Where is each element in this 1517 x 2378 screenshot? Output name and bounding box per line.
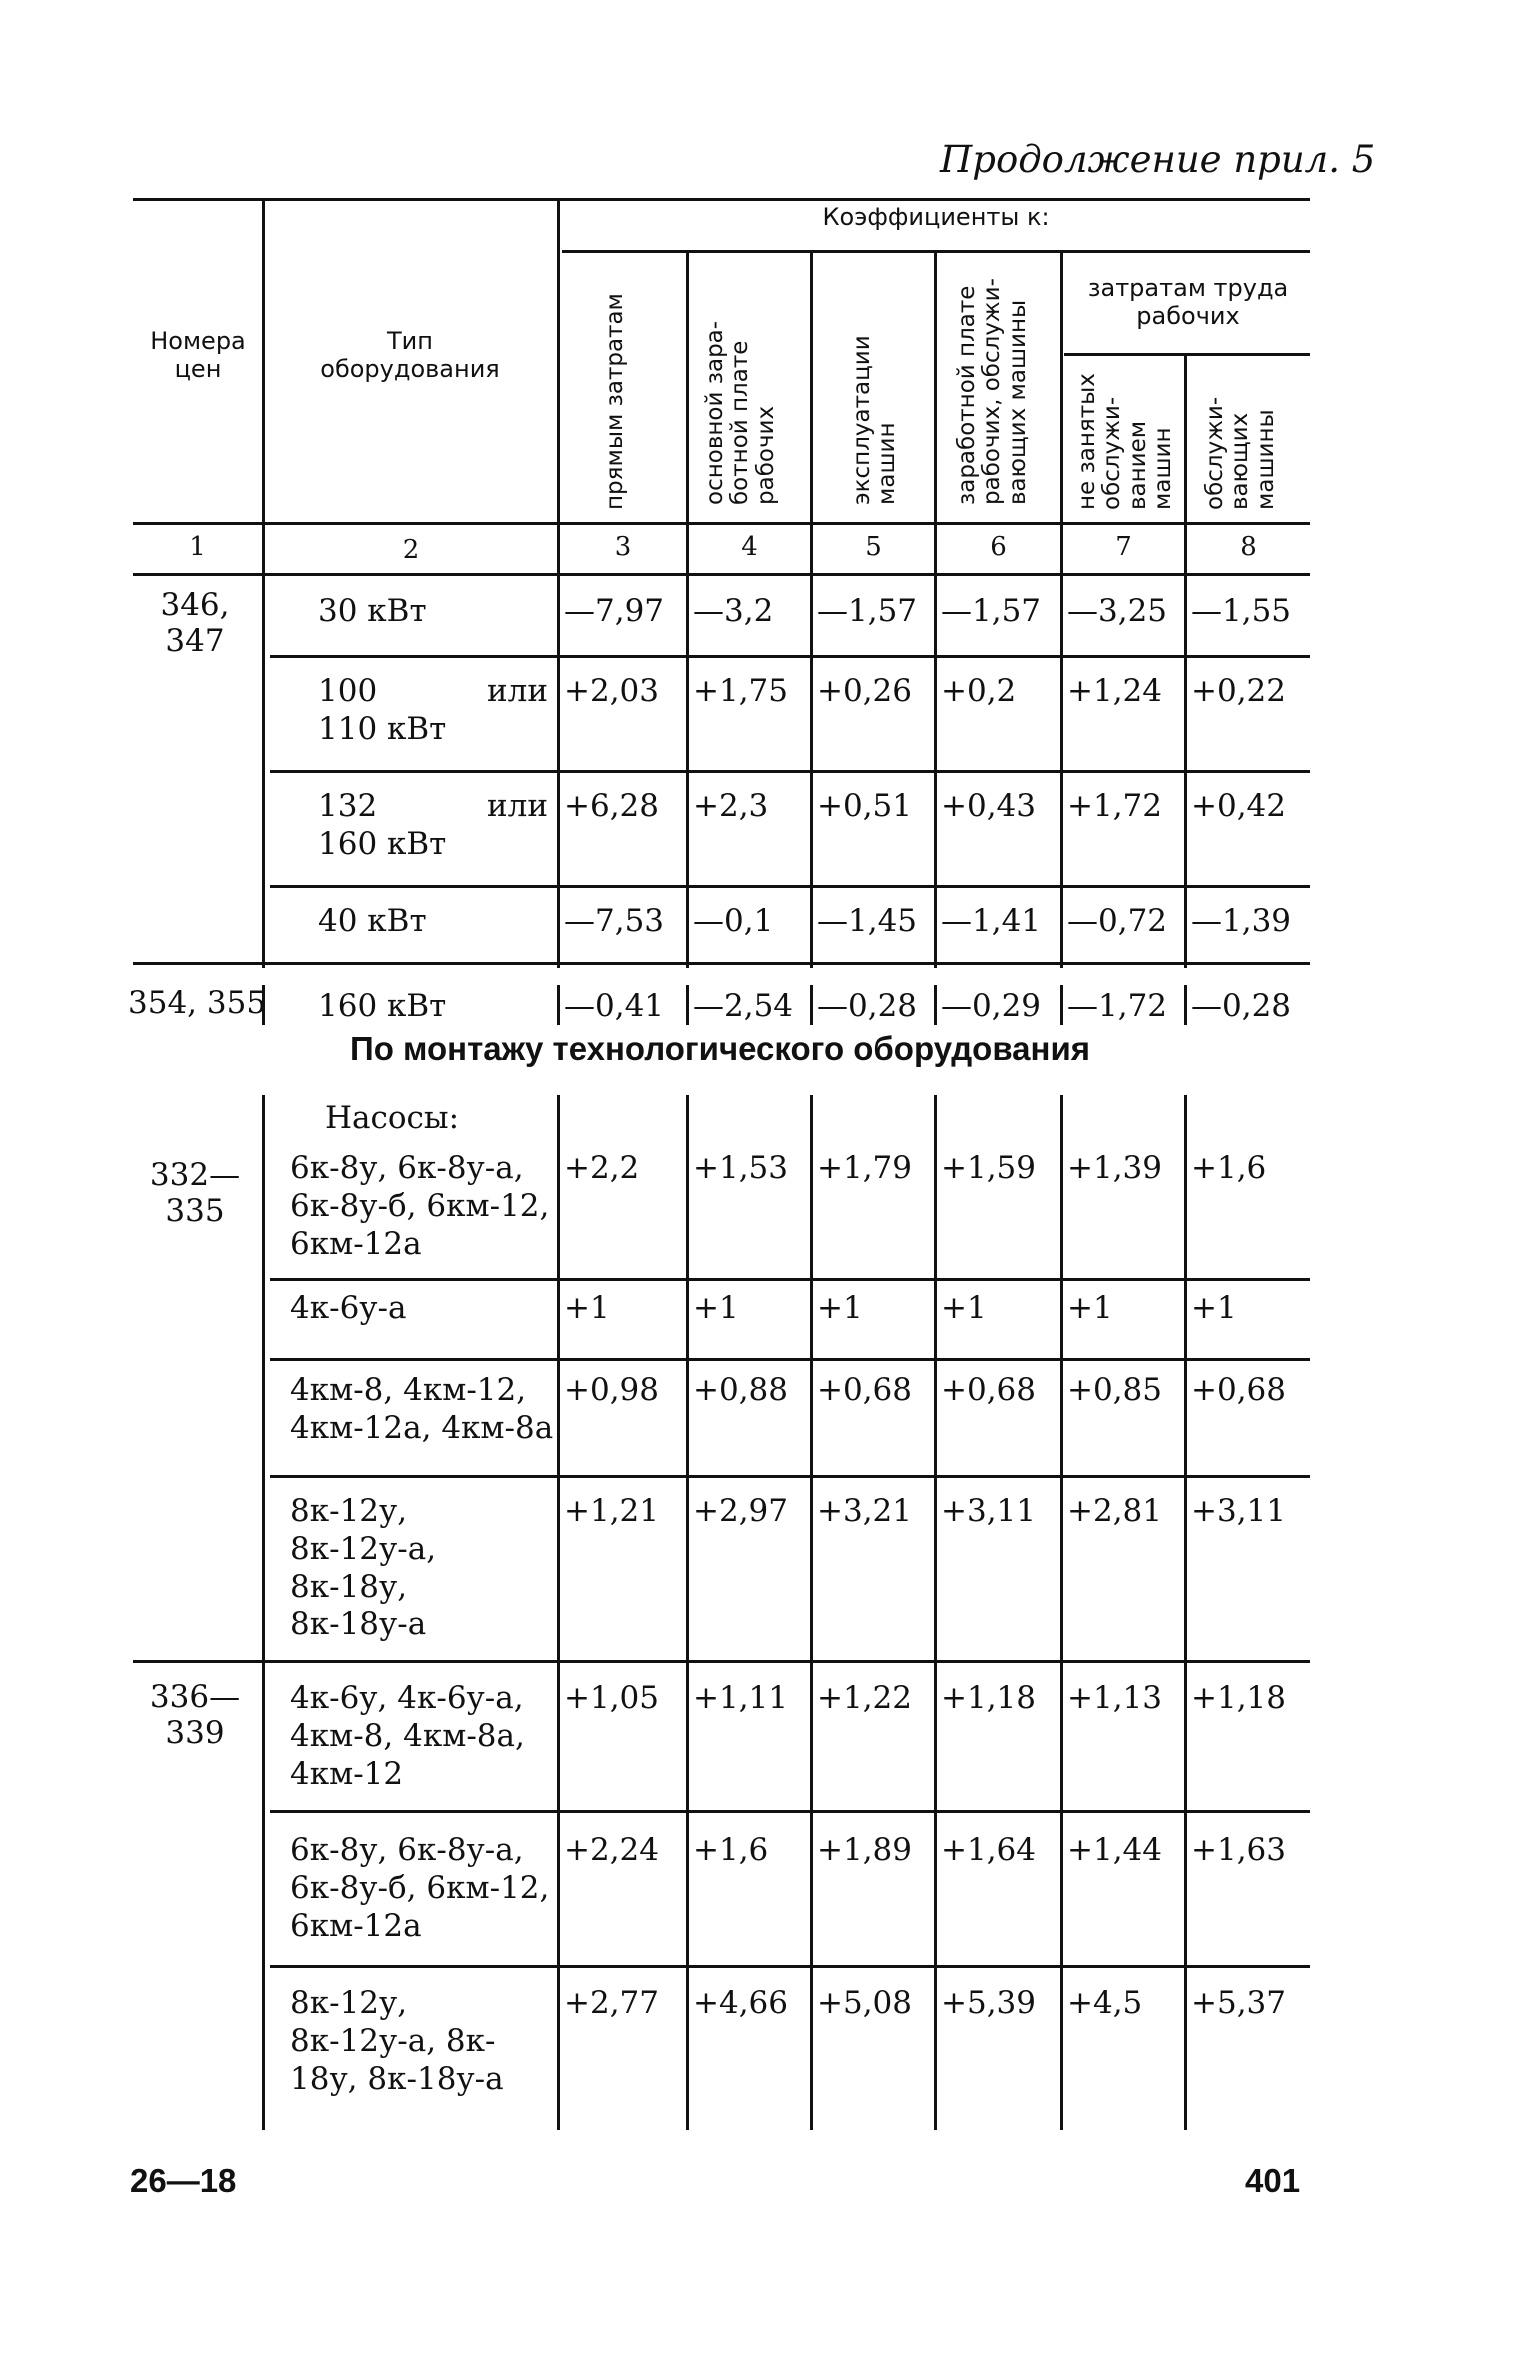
row-rule: [270, 1810, 1310, 1813]
type-line: 6км-12а: [290, 1907, 422, 1944]
coefficient-value: —7,97: [564, 593, 665, 629]
header-bottom-rule: [133, 522, 1310, 525]
type-line: 4км-8, 4км-12,: [290, 1372, 527, 1408]
coefficient-value: +2,03: [564, 673, 659, 709]
equipment-type: [318, 673, 548, 749]
col-rule: [934, 1095, 937, 2130]
row-rule: [270, 1278, 1310, 1281]
coefficient-value: —0,72: [1067, 903, 1168, 939]
column-number: 2: [402, 535, 420, 565]
coefficient-value: +1,24: [1067, 673, 1162, 709]
equipment-type: [290, 1985, 504, 2098]
col-rule: [934, 250, 937, 968]
price-number: [140, 588, 250, 659]
column-number: 5: [865, 532, 882, 562]
coefficient-value: +1,05: [564, 1680, 659, 1716]
coefficient-value: +1: [1191, 1290, 1237, 1326]
type-line: 4км-8, 4км-8а,: [290, 1717, 525, 1754]
col-rule: [557, 985, 560, 1025]
type-line: 6к-8у, 6к-8у-а,: [290, 1150, 524, 1186]
header-machine-operation: эксплуатации машин: [849, 335, 901, 505]
coefficient-value: +1,79: [817, 1150, 912, 1186]
coefficient-value: +0,22: [1191, 673, 1286, 709]
price-number: 354, 355: [128, 985, 267, 1021]
row-rule: [270, 655, 1310, 658]
coefficient-value: —3,2: [693, 593, 774, 629]
coefficient-value: +2,3: [693, 788, 769, 824]
col-rule: [262, 1095, 265, 2130]
price-number: [140, 1680, 250, 1751]
type-line: 8к-12у-а, 8к-: [290, 2022, 496, 2059]
equipment-type: [318, 788, 548, 864]
coefficient-value: —2,54: [693, 988, 794, 1024]
group-rule: [133, 962, 1310, 965]
row-rule: [270, 770, 1310, 773]
price-number: [140, 1158, 250, 1229]
coefficient-value: +1,6: [1191, 1150, 1267, 1186]
coefficient-value: +0,68: [1191, 1372, 1286, 1408]
row-rule: [270, 1965, 1310, 1968]
equipment-type: 160 кВт: [318, 988, 447, 1024]
coefficient-value: +6,28: [564, 788, 659, 824]
type-line: 4к-6у-а: [290, 1290, 407, 1326]
coefficient-value: +2,81: [1067, 1493, 1162, 1529]
coefficient-value: +0,42: [1191, 788, 1286, 824]
coefficient-value: +1: [693, 1290, 739, 1326]
coefficient-value: +1,13: [1067, 1680, 1162, 1716]
equipment-type: 30 кВт: [318, 593, 427, 629]
equipment-type: 40 кВт: [318, 903, 427, 939]
type-line: 8к-12у,: [290, 1493, 408, 1529]
coefficient-value: —1,72: [1067, 988, 1168, 1024]
col-rule: [810, 985, 813, 1025]
coefficient-value: +2,97: [693, 1493, 788, 1529]
coefficient-value: +0,26: [817, 673, 912, 709]
type-line: 4км-12а, 4км-8а: [290, 1409, 554, 1446]
type-line: 100: [318, 673, 378, 709]
section-title: По монтажу технологического оборудования: [350, 1030, 1091, 1067]
coefficient-value: +0,85: [1067, 1372, 1162, 1408]
table-top-rule: [133, 198, 1310, 201]
coefficient-value: +1,21: [564, 1493, 659, 1529]
header-operators: обслужи- вающих машины: [1202, 396, 1279, 510]
type-line: 8к-12у,: [290, 1985, 408, 2021]
coefficient-value: +0,68: [941, 1372, 1036, 1408]
coefficient-value: +1,64: [941, 1832, 1036, 1868]
price-number-text: 336— 339: [149, 1679, 241, 1751]
coefficient-value: —7,53: [564, 903, 665, 939]
coefficient-value: +2,2: [564, 1150, 640, 1186]
coefficient-value: +2,24: [564, 1832, 659, 1868]
coefficient-value: +1: [941, 1290, 987, 1326]
equipment-type: [290, 1680, 525, 1793]
colnum-bottom-rule: [133, 573, 1310, 576]
coefficient-value: —1,57: [817, 593, 918, 629]
coefficient-value: +1,75: [693, 673, 788, 709]
col-rule: [1184, 985, 1187, 1025]
row-rule: [270, 1358, 1310, 1361]
coefficient-value: +1,59: [941, 1150, 1036, 1186]
coefficient-value: +1,18: [941, 1680, 1036, 1716]
coefficient-value: +1,6: [693, 1832, 769, 1868]
col-rule: [1060, 250, 1063, 968]
type-line: 110 кВт: [318, 710, 447, 747]
coefficient-value: +1,11: [693, 1680, 788, 1716]
pumps-heading: Насосы:: [325, 1100, 460, 1136]
header-coefficients: Коэффициенты к:: [822, 203, 1050, 231]
type-line: 6км-12а: [290, 1225, 422, 1262]
col-rule: [686, 1095, 689, 2130]
page-number: 401: [1245, 2162, 1301, 2199]
type-line: 6к-8у, 6к-8у-а,: [290, 1832, 524, 1868]
header-operator-wages: заработной плате рабочих, обслужи- вающих машины: [954, 278, 1031, 505]
price-number-text: 346, 347: [160, 587, 230, 659]
col-rule: [1060, 985, 1063, 1025]
coefficient-value: +1,53: [693, 1150, 788, 1186]
coefficient-value: —1,45: [817, 903, 918, 939]
group-rule: [133, 1660, 1310, 1663]
row-rule: [270, 1475, 1310, 1478]
type-or: или: [486, 788, 548, 824]
header-base-wages: основной зара- ботной плате рабочих: [702, 320, 779, 505]
column-number: 6: [990, 532, 1007, 562]
coefficient-value: +4,66: [693, 1985, 788, 2021]
column-number: 3: [614, 532, 632, 562]
col-rule: [557, 198, 560, 968]
coefficient-value: +1,63: [1191, 1832, 1286, 1868]
type-line: 8к-12у-а,: [290, 1530, 437, 1567]
coefficient-value: +1: [817, 1290, 863, 1326]
coefficient-value: +1,18: [1191, 1680, 1286, 1716]
coefficient-value: +0,2: [941, 673, 1017, 709]
coefficient-value: +2,77: [564, 1985, 659, 2021]
col-rule: [686, 985, 689, 1025]
coefficient-value: —0,28: [817, 988, 918, 1024]
coefficient-value: +3,11: [1191, 1493, 1286, 1529]
type-line: 18у, 8к-18у-а: [290, 2060, 504, 2097]
running-title: Продолжение прил. 5: [940, 138, 1376, 181]
coefficient-value: +1,22: [817, 1680, 912, 1716]
coefficient-value: +1: [564, 1290, 610, 1326]
coefficient-value: —1,55: [1191, 593, 1292, 629]
col-rule: [810, 250, 813, 968]
column-number: 4: [741, 532, 758, 562]
coefficient-value: —1,41: [941, 903, 1042, 939]
coefficient-value: —0,1: [693, 903, 774, 939]
header-non-operators: не занятых обслужи- ванием машин: [1074, 373, 1176, 510]
type-line: 132: [318, 788, 378, 824]
coefficient-value: —0,41: [564, 988, 665, 1024]
coefficient-value: +5,39: [941, 1985, 1036, 2021]
coefficient-value: +1,39: [1067, 1150, 1162, 1186]
header-labor-costs: затратам труда рабочих: [1087, 274, 1289, 330]
type-line: 6к-8у-б, 6км-12,: [290, 1869, 550, 1906]
col-rule: [934, 985, 937, 1025]
coefficient-value: —3,25: [1067, 593, 1168, 629]
coefficient-value: +1,72: [1067, 788, 1162, 824]
coefficient-value: +0,51: [817, 788, 912, 824]
column-number: 7: [1115, 532, 1132, 562]
coefficient-value: +1,89: [817, 1832, 912, 1868]
header-price-numbers: Номера цен: [150, 327, 246, 383]
coefficient-value: +0,88: [693, 1372, 788, 1408]
price-number-text: 332— 335: [149, 1157, 241, 1229]
type-line: 4к-6у, 4к-6у-а,: [290, 1680, 524, 1716]
coefficient-value: —0,28: [1191, 988, 1292, 1024]
coefficient-value: +4,5: [1067, 1985, 1143, 2021]
coefficient-value: +1: [1067, 1290, 1113, 1326]
equipment-type: [290, 1372, 553, 1448]
type-line: 4км-12: [290, 1755, 404, 1792]
header-direct-costs: прямым затратам: [602, 293, 628, 510]
coefficient-value: —1,57: [941, 593, 1042, 629]
header-equipment-type: Тип оборудования: [320, 327, 500, 383]
col-rule: [810, 1095, 813, 2130]
coefficient-value: +0,98: [564, 1372, 659, 1408]
col-rule: [557, 1095, 560, 2130]
column-number: 8: [1240, 532, 1257, 562]
coefficient-value: —0,29: [941, 988, 1042, 1024]
equipment-type: [290, 1832, 549, 1945]
coefficient-value: +0,68: [817, 1372, 912, 1408]
coefficient-value: +3,11: [941, 1493, 1036, 1529]
col-rule: [262, 198, 265, 968]
col-rule: [686, 250, 689, 968]
equipment-type: [290, 1290, 407, 1328]
col-rule: [1184, 1095, 1187, 2130]
type-line: 160 кВт: [318, 825, 447, 862]
type-line: 6к-8у-б, 6км-12,: [290, 1187, 550, 1224]
footer-signature: 26—18: [130, 2162, 237, 2199]
coefficient-value: +5,37: [1191, 1985, 1286, 2021]
type-line: 8к-18у,: [290, 1568, 408, 1605]
row-rule: [270, 885, 1310, 888]
coefficient-value: +0,43: [941, 788, 1036, 824]
type-or: или: [486, 673, 548, 709]
col-rule: [1184, 353, 1187, 968]
coefficient-value: +1,44: [1067, 1832, 1162, 1868]
type-line: 8к-18у-а: [290, 1606, 427, 1643]
equipment-type: [290, 1493, 436, 1644]
coefficient-value: +3,21: [817, 1493, 912, 1529]
coefficient-value: —1,39: [1191, 903, 1292, 939]
coefficient-value: +5,08: [817, 1985, 912, 2021]
equipment-type: [290, 1150, 549, 1263]
column-number: 1: [189, 532, 206, 562]
col-rule: [1060, 1095, 1063, 2130]
